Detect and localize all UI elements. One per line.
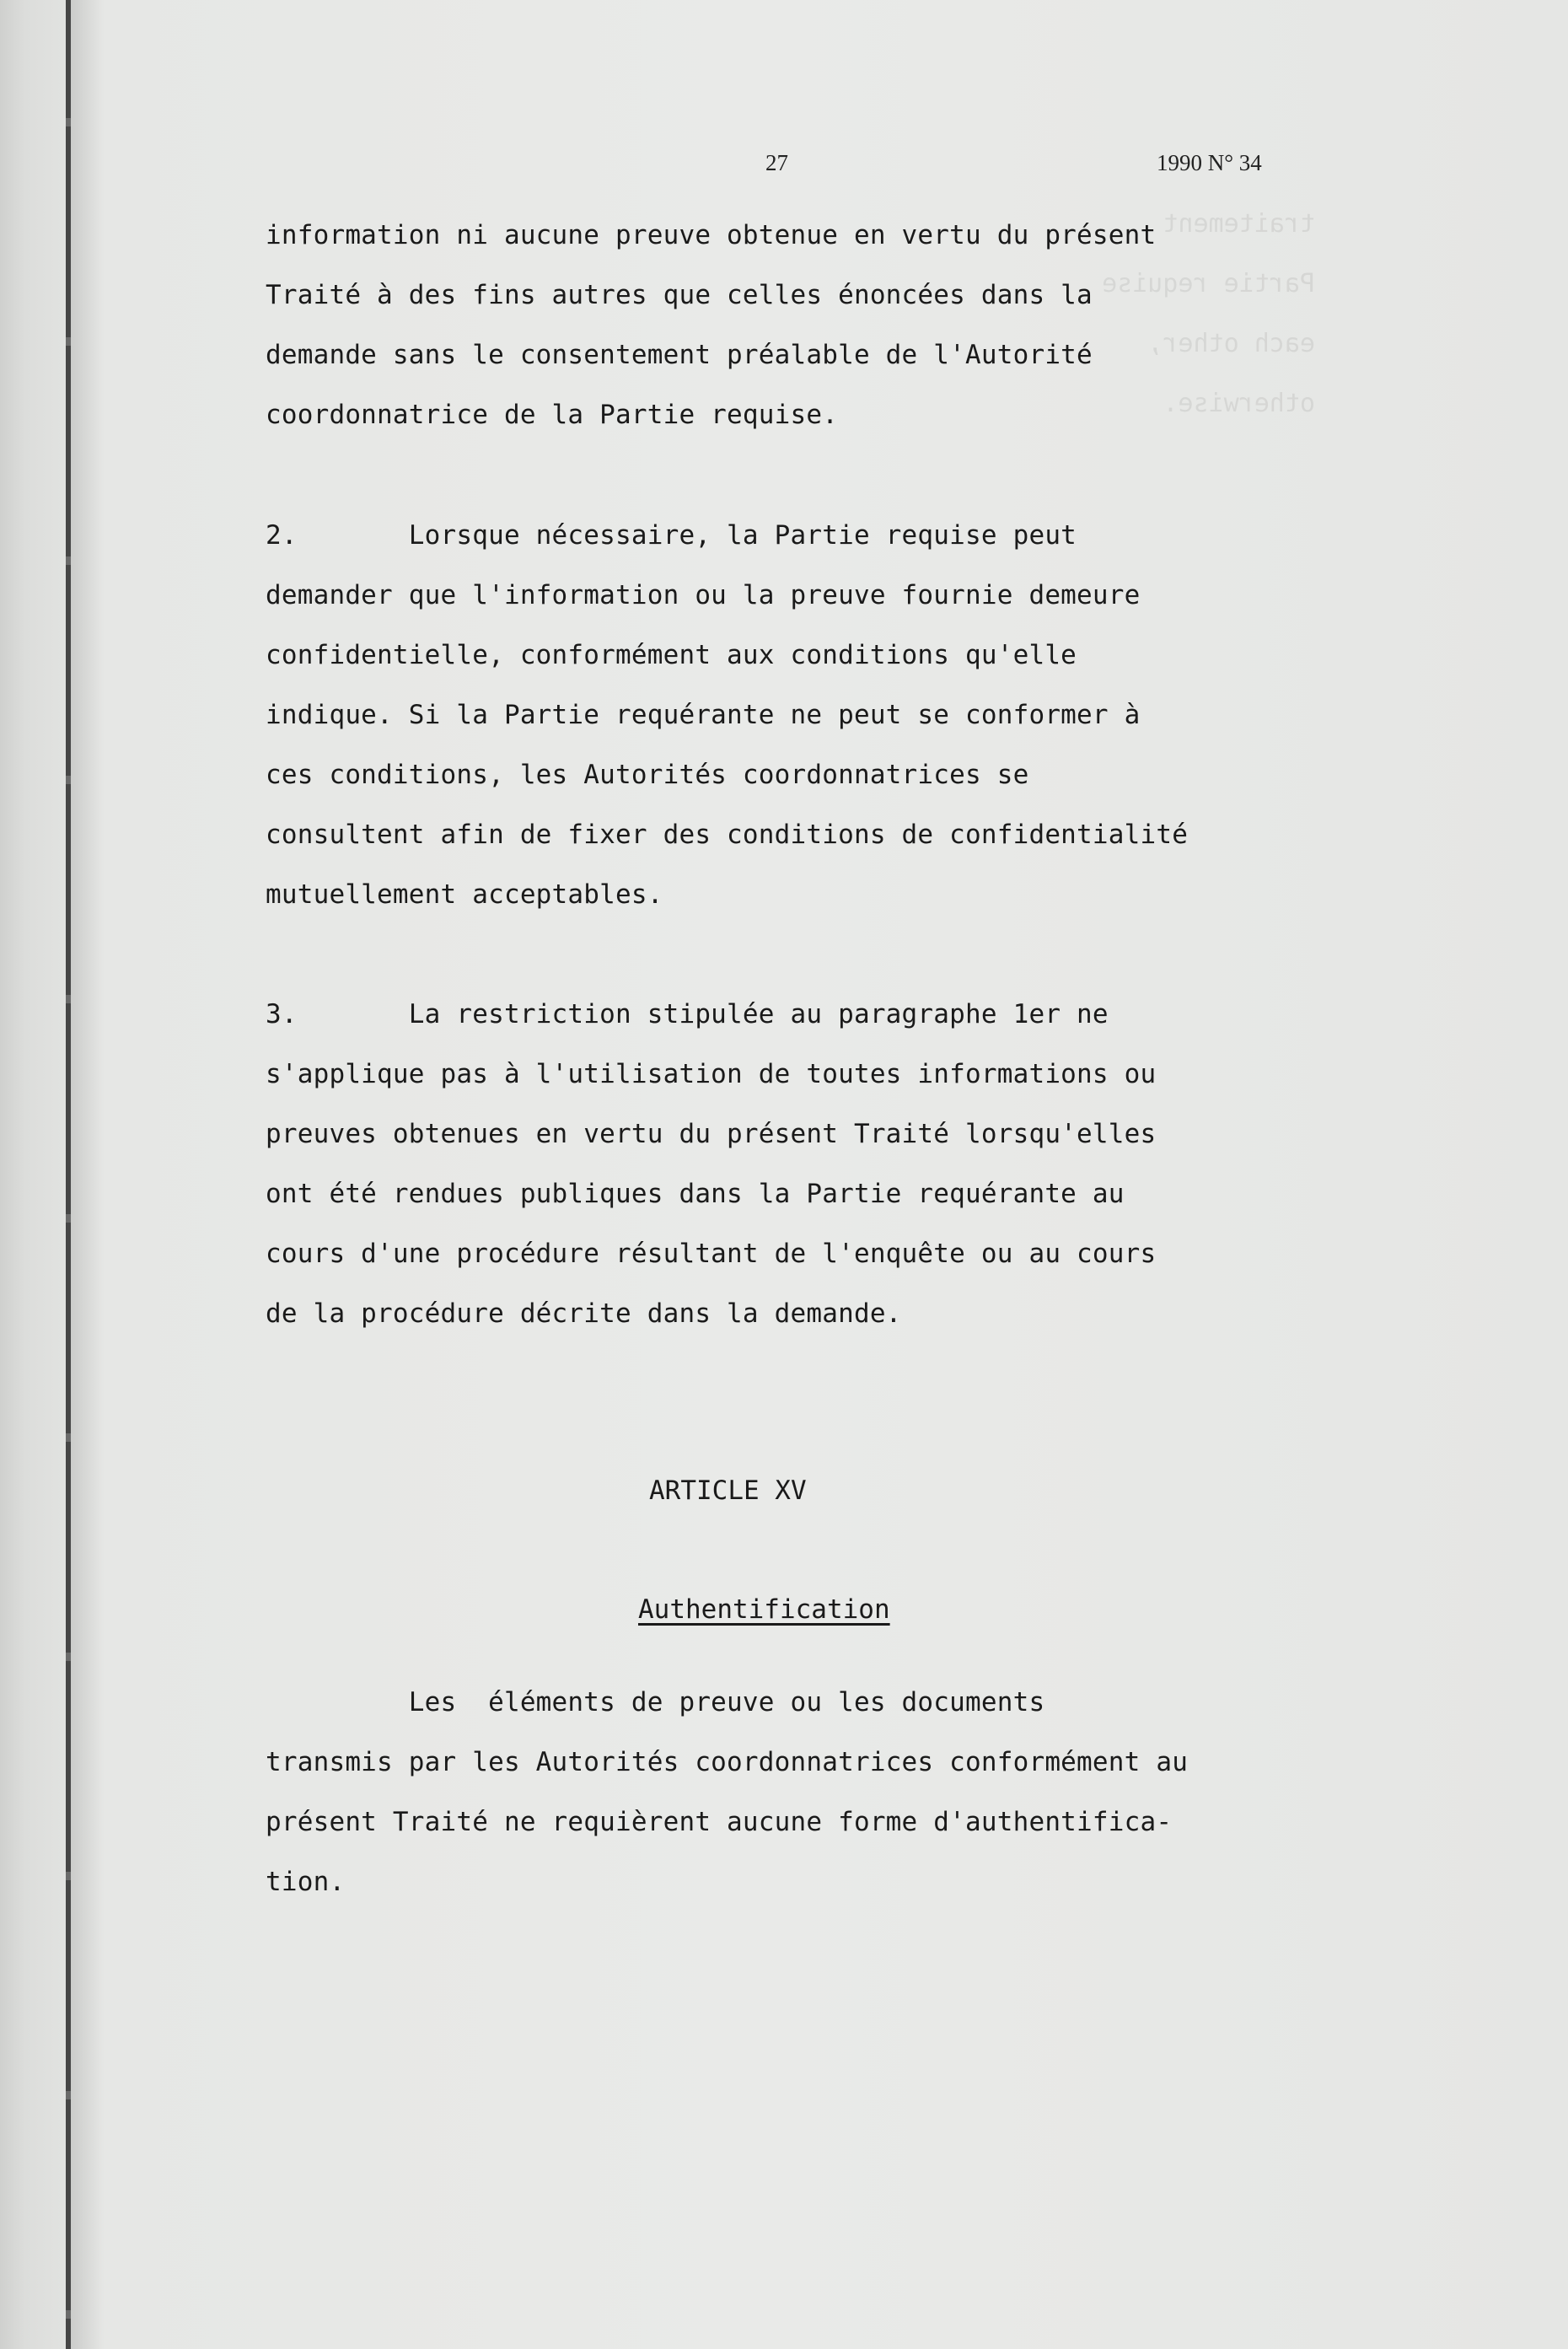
- paragraph-line: information ni aucune preuve obtenue en vertu du présent: [266, 220, 1157, 250]
- paragraph-line: 3. La restriction stipulée au paragraphe 1er ne: [266, 999, 1109, 1029]
- paragraph-line: demander que l'information ou la preuve fournie demeure: [266, 580, 1141, 610]
- article-title: Authentification: [638, 1594, 890, 1625]
- paragraph-line: confidentielle, conformément aux conditions qu'elle: [266, 640, 1077, 670]
- paragraph-3: [266, 985, 1319, 1344]
- paragraph-line: Traité à des fins autres que celles énoncées dans la: [266, 280, 1093, 310]
- paragraph-line: présent Traité ne requièrent aucune forme d'authentifica-: [266, 1807, 1173, 1837]
- document-reference: 1990 N° 34: [1157, 150, 1262, 175]
- paragraph-line: Les éléments de preuve ou les documents: [266, 1687, 1045, 1717]
- paragraph-line: de la procédure décrite dans la demande.: [266, 1298, 902, 1329]
- page-number: 27: [765, 150, 788, 175]
- paragraph-line: cours d'une procédure résultant de l'enquête ou au cours: [266, 1239, 1157, 1269]
- paragraph-line: ont été rendues publiques dans la Partie requérante au: [266, 1179, 1125, 1209]
- paragraph-line: demande sans le consentement préalable de l'Autorité: [266, 340, 1093, 370]
- bleed-through-text: traitement Partie requise each other, otherwise.: [1102, 209, 1315, 418]
- paragraph-line: transmis par les Autorités coordonnatrices conformément au: [266, 1747, 1189, 1777]
- paragraph-line: s'applique pas à l'utilisation de toutes informations ou: [266, 1059, 1157, 1089]
- paragraph-line: tion.: [266, 1867, 346, 1897]
- paragraph-line: mutuellement acceptables.: [266, 879, 663, 910]
- paragraph-line: coordonnatrice de la Partie requise.: [266, 400, 839, 430]
- paragraph-4: [266, 1673, 1319, 1912]
- paragraph-line: 2. Lorsque nécessaire, la Partie requise peut: [266, 520, 1077, 551]
- binding-shadow: [71, 0, 105, 2349]
- paragraph-line: indique. Si la Partie requérante ne peut se conformer à: [266, 700, 1141, 730]
- paragraph-line: ces conditions, les Autorités coordonnatrices se: [266, 760, 1029, 790]
- paragraph-line: preuves obtenues en vertu du présent Traité lorsqu'elles: [266, 1119, 1157, 1149]
- paragraph-line: consultent afin de fixer des conditions de confidentialité: [266, 820, 1189, 850]
- article-heading: ARTICLE XV: [649, 1476, 807, 1506]
- paragraph-2: [266, 506, 1319, 925]
- paragraph-1: [266, 206, 1319, 445]
